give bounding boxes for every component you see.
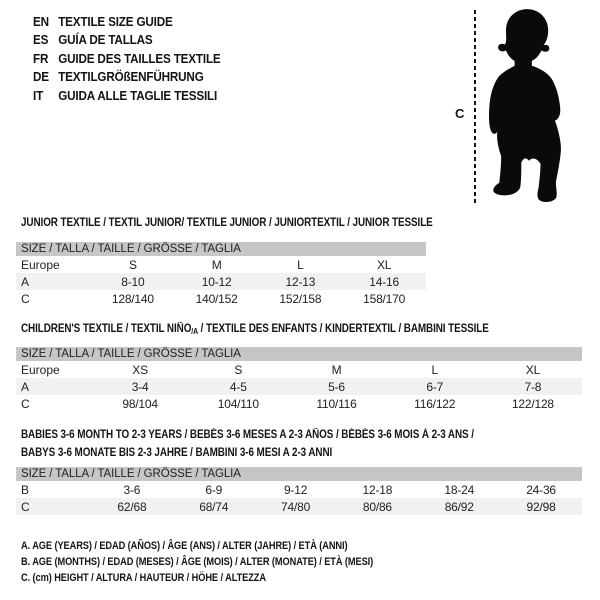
title-text: / TEXTILE DES ENFANTS / KINDERTEXTIL / BAMBINI TESSILE bbox=[198, 323, 489, 335]
table-header: SIZE / TALLA / TAILLE / GRÖSSE / TAGLIA bbox=[16, 347, 582, 361]
table-cell: 62/68 bbox=[117, 499, 147, 514]
table-cell: 8-10 bbox=[121, 274, 145, 289]
language-code: IT bbox=[33, 87, 44, 103]
row-label: B bbox=[21, 482, 30, 497]
row-label: C bbox=[21, 291, 30, 306]
legend-row bbox=[33, 49, 221, 68]
footnote-line: C. (cm) HEIGHT / ALTURA / HAUTEUR / HÖHE / ALTEZZA bbox=[21, 572, 266, 584]
language-code: ES bbox=[33, 32, 49, 48]
legend-row bbox=[33, 31, 221, 50]
table-row bbox=[16, 273, 426, 290]
toddler-silhouette-image bbox=[481, 7, 577, 209]
legend-row bbox=[33, 86, 221, 105]
table-cell: 3-6 bbox=[123, 482, 141, 497]
table-cell: XS bbox=[132, 362, 148, 377]
row-label: A bbox=[21, 379, 30, 394]
table-cell: 140/152 bbox=[195, 291, 238, 306]
row-label: C bbox=[21, 396, 30, 411]
table-cell: 152/158 bbox=[279, 291, 322, 306]
title-text: /A bbox=[191, 327, 199, 336]
table-cell: L bbox=[297, 257, 304, 272]
table-cell: 128/140 bbox=[111, 291, 154, 306]
language-code: FR bbox=[33, 50, 49, 66]
table-cell: 6-7 bbox=[426, 379, 444, 394]
legend-label: GUIDA ALLE TAGLIE TESSILI bbox=[58, 87, 218, 103]
section-title-line bbox=[21, 426, 474, 444]
table-cell: 14-16 bbox=[369, 274, 399, 289]
table-cell: S bbox=[128, 257, 137, 272]
table-cell: 6-9 bbox=[205, 482, 223, 497]
table-cell: M bbox=[331, 362, 342, 377]
table-cell: 3-4 bbox=[131, 379, 149, 394]
table-cell: L bbox=[431, 362, 438, 377]
table-cell: 86/92 bbox=[444, 499, 474, 514]
section-title bbox=[21, 214, 433, 232]
legend-row bbox=[33, 68, 221, 87]
table-cell: 4-5 bbox=[229, 379, 247, 394]
table-cell: 24-36 bbox=[526, 482, 556, 497]
table-cell: 158/170 bbox=[363, 291, 406, 306]
footnotes bbox=[21, 538, 373, 586]
footnote-line: A. AGE (YEARS) / EDAD (AÑOS) / ÂGE (ANS) / ALTER (JAHRE) / ETÀ (ANNI) bbox=[21, 540, 348, 552]
row-label: A bbox=[21, 274, 30, 289]
table-row bbox=[16, 290, 426, 307]
title-text: CHILDREN'S TEXTILE / TEXTIL NIÑO bbox=[21, 323, 192, 335]
table-cell: XL bbox=[525, 362, 541, 377]
table-row bbox=[16, 395, 582, 412]
language-code: DE bbox=[33, 69, 49, 85]
table-body bbox=[16, 481, 582, 515]
title-text: JUNIOR TEXTILE / TEXTIL JUNIOR/ TEXTILE JUNIOR / JUNIORTEXTIL / JUNIOR TESSILE bbox=[21, 217, 433, 229]
table-cell: 74/80 bbox=[281, 499, 311, 514]
language-legend bbox=[33, 12, 221, 105]
table-row bbox=[16, 256, 426, 273]
row-label: Europe bbox=[21, 362, 60, 377]
row-label: Europe bbox=[21, 257, 60, 272]
table-cell: 98/104 bbox=[122, 396, 158, 411]
size-table bbox=[16, 242, 426, 307]
table-cell: 7-8 bbox=[524, 379, 542, 394]
row-label: C bbox=[21, 499, 30, 514]
table-cell: 80/86 bbox=[362, 499, 392, 514]
table-cell: 122/128 bbox=[511, 396, 554, 411]
size-table bbox=[16, 467, 582, 515]
section-title-line bbox=[21, 214, 433, 232]
table-cell: 12-13 bbox=[285, 274, 316, 289]
height-measure-label: C bbox=[455, 106, 465, 121]
table-cell: 9-12 bbox=[283, 482, 308, 497]
table-cell: 5-6 bbox=[328, 379, 345, 394]
table-cell: 104/110 bbox=[217, 396, 259, 411]
height-measure-dashed-line bbox=[474, 10, 476, 206]
legend-label: GUÍA DE TALLAS bbox=[58, 32, 153, 48]
legend-label: GUIDE DES TAILLES TEXTILE bbox=[58, 50, 221, 66]
table-cell: M bbox=[211, 257, 222, 272]
language-code: EN bbox=[33, 13, 49, 29]
legend-label: TEXTILE SIZE GUIDE bbox=[58, 13, 173, 29]
section-title-line bbox=[21, 320, 489, 341]
legend-label: TEXTILGRÖßENFÜHRUNG bbox=[58, 69, 204, 85]
table-header: SIZE / TALLA / TAILLE / GRÖSSE / TAGLIA bbox=[16, 242, 426, 256]
table-cell: 18-24 bbox=[444, 482, 475, 497]
table-cell: 92/98 bbox=[526, 499, 556, 514]
table-row bbox=[16, 481, 582, 498]
table-header: SIZE / TALLA / TAILLE / GRÖSSE / TAGLIA bbox=[16, 467, 582, 481]
table-cell: 12-18 bbox=[362, 482, 393, 497]
table-row bbox=[16, 498, 582, 515]
table-cell: 10-12 bbox=[201, 274, 232, 289]
table-cell: 110/116 bbox=[316, 396, 357, 411]
table-row bbox=[16, 378, 582, 395]
table-cell: XL bbox=[376, 257, 392, 272]
section-title-line bbox=[21, 444, 474, 462]
table-cell: S bbox=[234, 362, 243, 377]
table-body bbox=[16, 361, 582, 412]
table-row bbox=[16, 361, 582, 378]
title-text: BABYS 3-6 MONATE BIS 2-3 JAHRE / BAMBINI 3-6 MESI A 2-3 ANNI bbox=[21, 447, 333, 459]
section-title bbox=[21, 320, 489, 341]
legend-row bbox=[33, 12, 221, 31]
size-table bbox=[16, 347, 582, 412]
table-cell: 116/122 bbox=[414, 396, 456, 411]
table-cell: 68/74 bbox=[199, 499, 229, 514]
section-title bbox=[21, 426, 474, 462]
table-body bbox=[16, 256, 426, 307]
title-text: BABIES 3-6 MONTH TO 2-3 YEARS / BEBÉS 3-6 MESES A 2-3 AÑOS / BÉBÉS 3-6 MOIS À 2-3 ANS / bbox=[21, 429, 474, 441]
footnote-line: B. AGE (MONTHS) / EDAD (MESES) / ÂGE (MOIS) / ALTER (MONATE) / ETÀ (MESI) bbox=[21, 556, 374, 568]
